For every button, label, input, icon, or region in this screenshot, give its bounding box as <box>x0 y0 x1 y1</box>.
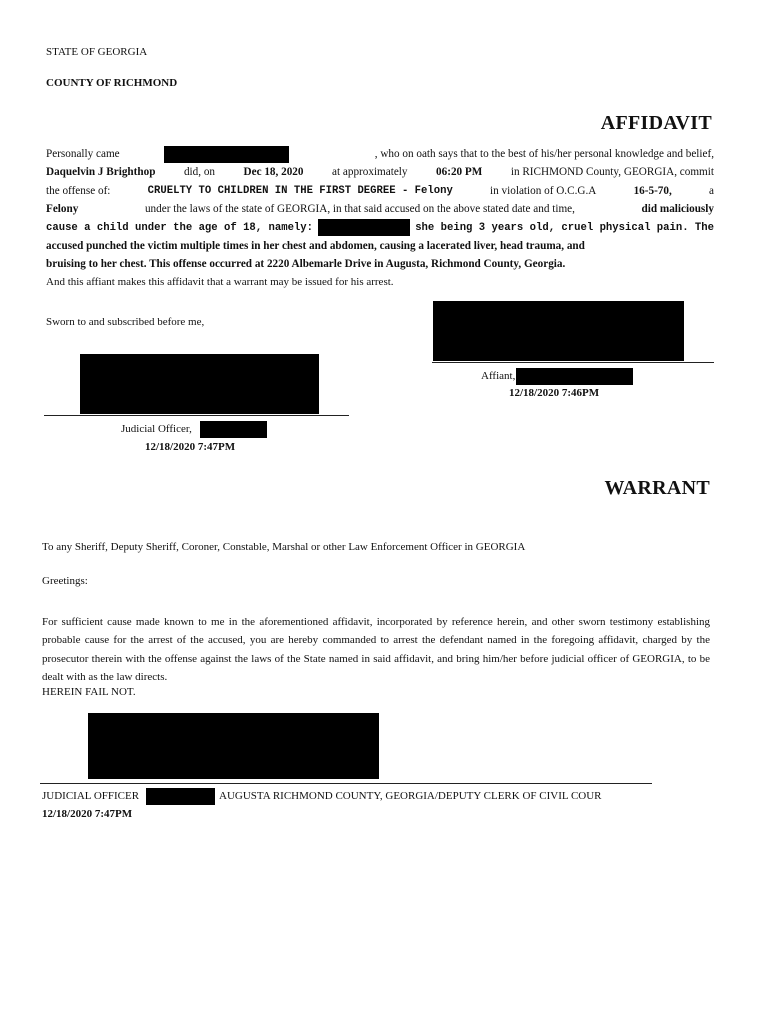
felony-text: Felony <box>46 203 79 216</box>
sworn-text: Sworn to and subscribed before me, <box>46 316 205 328</box>
county-heading: COUNTY OF RICHMOND <box>46 77 178 89</box>
judicial-officer-warrant-label: JUDICIAL OFFICER <box>42 790 140 802</box>
judicial-date: 12/18/2020 7:47PM <box>145 441 236 453</box>
judicial-signature-line <box>44 415 349 416</box>
warrant-date: 12/18/2020 7:47PM <box>42 808 133 820</box>
judicial-officer-label: Judicial Officer, <box>121 423 192 435</box>
offense-name: CRUELTY TO CHILDREN IN THE FIRST DEGREE - Felony <box>147 184 453 197</box>
accused-name: Daquelvin J Brighthop <box>46 166 156 179</box>
offense-of-text: the offense of: <box>46 184 111 197</box>
affiant-date: 12/18/2020 7:46PM <box>509 387 600 399</box>
in-violation-text: in violation of O.C.G.A <box>490 184 597 197</box>
bruising-text: bruising to her chest. This offense occurred at 2220 Albemarle Drive in Augusta, Richmond County, Georgia. <box>46 258 566 271</box>
warrant-signature-line <box>40 783 652 784</box>
greetings-text: Greetings: <box>42 575 88 587</box>
personally-came-text: Personally came <box>46 148 120 160</box>
under-laws-text: under the laws of the state of GEORGIA, in that said accused on the above stated date and time, <box>144 203 575 216</box>
redacted-warrant-signature <box>88 713 379 779</box>
affiant-signature-line <box>432 362 714 363</box>
state-heading: STATE OF GEORGIA <box>46 46 148 58</box>
herein-fail-not: HEREIN FAIL NOT. <box>42 686 136 698</box>
redacted-victim-name <box>318 219 410 236</box>
in-county-text: in RICHMOND County, GEORGIA, commit <box>510 166 714 179</box>
redacted-affiant-printed-name <box>516 368 633 385</box>
redacted-warrant-officer-name <box>146 788 215 805</box>
a-text: a <box>709 184 714 197</box>
cause-child-text: cause a child under the age of 18, namely: <box>46 221 314 234</box>
affidavit-title: AFFIDAVIT <box>600 112 712 134</box>
court-text: AUGUSTA RICHMOND COUNTY, GEORGIA/DEPUTY CLERK OF CIVIL COUR <box>219 790 602 802</box>
offense-time: 06:20 PM <box>436 166 483 179</box>
redacted-judicial-name <box>200 421 267 438</box>
affiant-label: Affiant, <box>481 370 516 382</box>
at-approx-text: at approximately <box>332 166 408 179</box>
affiant-makes-text: And this affiant makes this affidavit that a warrant may be issued for his arrest. <box>46 276 394 288</box>
warrant-body: For sufficient cause made known to me in the aforementioned affidavit, incorporated by reference herein, and other sworn testimony establishing probable cause for the arrest of the accused, you are hereby commanded to arrest the defendant named in the foregoing affidavit, charged by the prosecutor therein with the offense against the laws of the State named in said affidavit, and bring him/her before judicial officer of GEORGIA, to be dealt with as the law directs. <box>42 616 710 684</box>
redacted-affiant-signature <box>433 301 684 361</box>
redacted-judicial-signature <box>80 354 319 414</box>
affidavit-body <box>46 145 714 274</box>
redacted-affiant-name <box>164 146 289 163</box>
code-section: 16-5-70, <box>633 184 672 197</box>
oath-text: , who on oath says that to the best of his/her personal knowledge and belief, <box>374 148 714 160</box>
she-being-text: she being 3 years old, cruel physical pain. The <box>415 221 714 234</box>
to-any-officer-text: To any Sheriff, Deputy Sheriff, Coroner, Constable, Marshal or other Law Enforcement Officer in GEORGIA <box>42 541 526 553</box>
offense-date: Dec 18, 2020 <box>243 166 304 179</box>
warrant-title: WARRANT <box>604 477 710 499</box>
did-maliciously-text: did maliciously <box>641 203 714 216</box>
accused-punched-text: accused punched the victim multiple times in her chest and abdomen, causing a lacerated liver, head trauma, and <box>46 240 585 253</box>
did-on-text: did, on <box>183 166 216 179</box>
